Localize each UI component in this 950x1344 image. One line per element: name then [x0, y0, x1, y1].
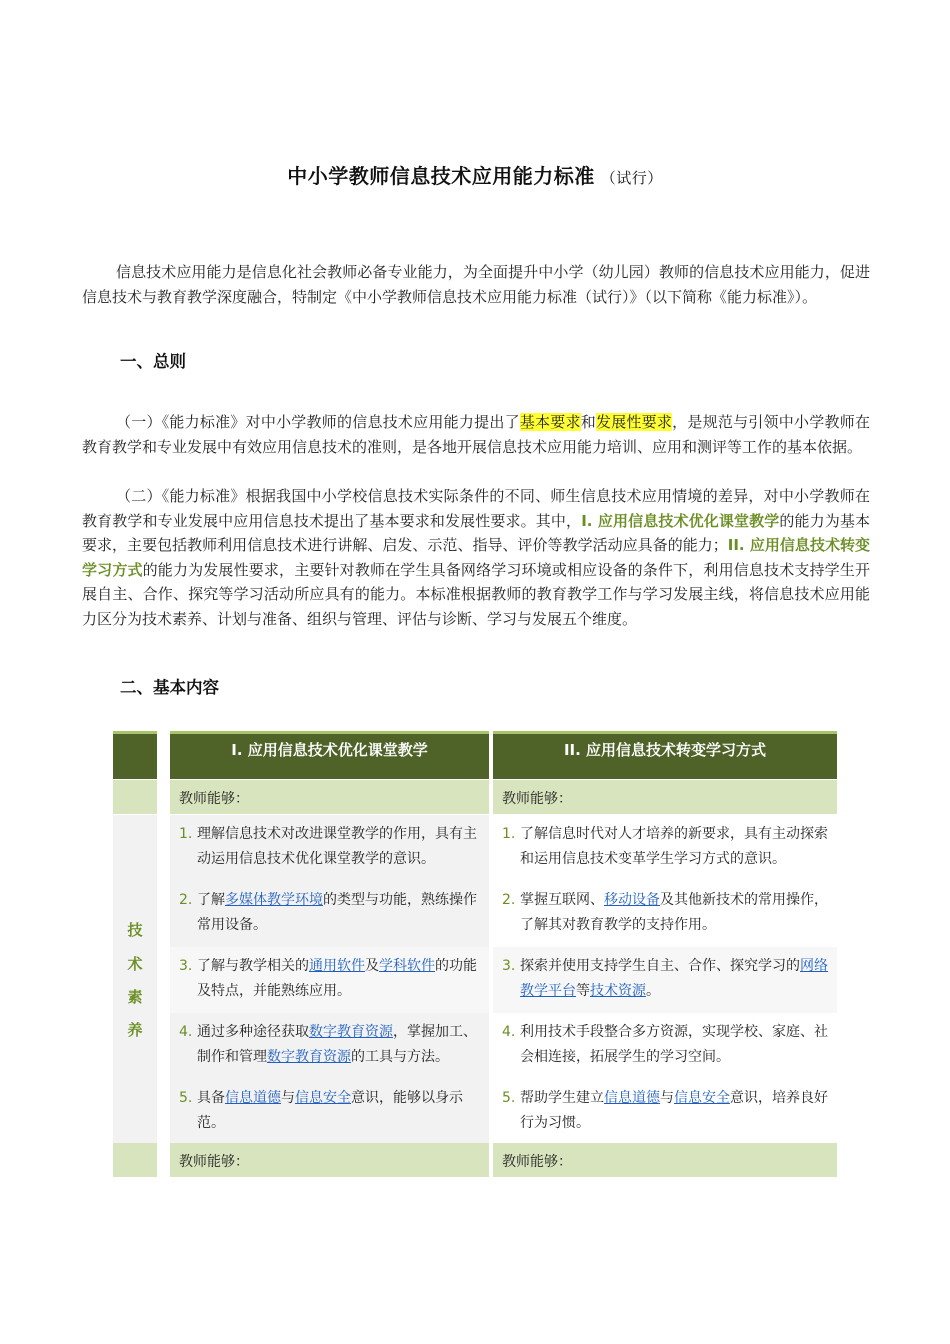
col1-item-3-text-b: 及: [365, 958, 379, 974]
col1-item-2-text-a: 了解: [197, 892, 225, 908]
header-col1-label: I. 应用信息技术优化课堂教学: [231, 741, 428, 759]
col1-item-1-text: 理解信息技术对改进课堂教学的作用，具有主动运用信息技术优化课堂教学的意识。: [197, 826, 477, 867]
side-char-4: 养: [127, 1021, 143, 1039]
link-tech-resources[interactable]: 技术资源: [590, 983, 646, 999]
link-info-ethics-1[interactable]: 信息道德: [225, 1090, 281, 1106]
col1-item-5-text-c: 意识，能够以身示范。: [197, 1090, 463, 1131]
standards-table: [113, 731, 837, 1177]
link-network-platform[interactable]: 网络教学平台: [520, 958, 828, 999]
header-col2: [493, 731, 837, 779]
side-char-3: 素: [127, 988, 143, 1006]
col2-item-3-text-b: 等: [576, 983, 590, 999]
p1-text-a: （一）《能力标准》对中小学教师的信息技术应用能力提出了: [116, 413, 520, 431]
link-info-security-2[interactable]: 信息安全: [674, 1090, 730, 1106]
col2-item-5-text-b: 与: [660, 1090, 674, 1106]
col1-item-4-number: 4.: [179, 1024, 193, 1040]
p2-text-a: （二）《能力标准》根据我国中小学校信息技术实际条件的不同、师生信息技术应用情境的差异，对中小学教师在教育教学和专业发展中应用信息技术提出了基本要求和发展性要求。其中，: [82, 487, 870, 530]
col1-item-1: [170, 815, 489, 881]
title-main: 中小学教师信息技术应用能力标准: [287, 164, 595, 188]
dimension-side-cell: [113, 815, 157, 1145]
col1-item-3-text-c: 的功能及特点，并能熟练应用。: [197, 958, 477, 999]
col2-item-5: [493, 1079, 837, 1145]
subrow-left-cell: [113, 780, 157, 814]
col2-item-5-number: 5.: [502, 1090, 516, 1106]
col2-item-1-number: 1.: [502, 826, 516, 842]
link-general-software[interactable]: 通用软件: [309, 958, 365, 974]
can-label-col2: 教师能够：: [493, 780, 837, 814]
col2-item-2: [493, 881, 837, 947]
term-optimize-classroom: I. 应用信息技术优化课堂教学: [581, 511, 780, 530]
document-title: [0, 160, 950, 189]
section-heading-general: 一、总则: [120, 352, 186, 371]
col1-item-5-number: 5.: [179, 1090, 193, 1106]
col2-item-2-text-a: 掌握互联网、: [520, 892, 604, 908]
col2-item-4-text: 利用技术手段整合多方资源，实现学校、家庭、社会相连接，拓展学生的学习空间。: [520, 1024, 828, 1065]
col1-item-2-text-b: 的类型与功能，熟练操作常用设备。: [197, 892, 477, 933]
highlight-basic-requirement: 基本要求: [519, 413, 581, 431]
intro-paragraph: 信息技术应用能力是信息化社会教师必备专业能力，为全面提升中小学（幼儿园）教师的信息技术应用能力，促进信息技术与教育教学深度融合，特制定《中小学教师信息技术应用能力标准（试行）》（以下简称《能力标准》）。: [82, 263, 870, 306]
p1-text-c: ，是规范与引领中小学教师在教育教学和专业发展中有效应用信息技术的准则，是各地开展信息技术应用能力培训、应用和测评等工作的基本依据。: [82, 413, 870, 456]
side-char-2: 术: [127, 955, 143, 973]
section-heading-content: 二、基本内容: [120, 678, 219, 697]
col1-item-3-number: 3.: [179, 958, 193, 974]
general-paragraph-2: [82, 484, 870, 631]
can-label-bottom-col1: 教师能够：: [170, 1143, 489, 1177]
col2-item-3-number: 3.: [502, 958, 516, 974]
col1-item-4-text-c: 的工具与方法。: [351, 1049, 449, 1065]
can-label-col1: 教师能够：: [170, 780, 489, 814]
p2-text-c: 的能力为发展性要求，主要针对教师在学生具备网络学习环境或相应设备的条件下，利用信息技术支持学生开展自主、合作、探究等学习活动所应具有的能力。本标准根据教师的教育教学工作与学习发展主线，将信息技术应用能力区分为技术素养、计划与准备、组织与管理、评估与诊断、学习与发展五个维度。: [82, 560, 870, 628]
col1-item-5: [170, 1079, 489, 1145]
col1-item-4: [170, 1013, 489, 1079]
col1-item-5-text-a: 具备: [197, 1090, 225, 1106]
col2-item-4: [493, 1013, 837, 1079]
header-col2-label: II. 应用信息技术转变学习方式: [563, 741, 767, 759]
col1-item-4-text-b: ，掌握加工、制作和管理: [197, 1024, 477, 1065]
link-info-ethics-2[interactable]: 信息道德: [604, 1090, 660, 1106]
header-corner-cell: [113, 731, 157, 779]
col2-item-4-number: 4.: [502, 1024, 516, 1040]
general-paragraph-1: [82, 410, 870, 459]
link-info-security-1[interactable]: 信息安全: [295, 1090, 351, 1106]
link-subject-software[interactable]: 学科软件: [379, 958, 435, 974]
col2-item-5-text-c: 意识，培养良好行为习惯。: [520, 1090, 828, 1131]
col1-item-3-text-a: 了解与教学相关的: [197, 958, 309, 974]
subrow-bottom-left-cell: [113, 1143, 157, 1177]
link-mobile-devices[interactable]: 移动设备: [604, 892, 660, 908]
title-sub: （试行）: [600, 169, 663, 187]
side-char-1: 技: [127, 921, 143, 939]
can-label-bottom-col2: 教师能够：: [493, 1143, 837, 1177]
p1-text-b: 和: [580, 413, 596, 431]
highlight-development-requirement: 发展性要求: [595, 413, 673, 431]
col1-item-3: [170, 947, 489, 1013]
header-col1: [170, 731, 489, 779]
link-multimedia-env[interactable]: 多媒体教学环境: [225, 892, 323, 908]
term-transform-learning: II. 应用信息技术转变学习方式: [82, 536, 870, 579]
col2-item-2-number: 2.: [502, 892, 516, 908]
link-digital-resources-2[interactable]: 数字教育资源: [267, 1049, 351, 1065]
col2-item-3-text-c: 。: [646, 983, 660, 999]
col2-item-1: [493, 815, 837, 881]
link-digital-resources-1[interactable]: 数字教育资源: [309, 1024, 393, 1040]
col2-item-3-text-a: 探索并使用支持学生自主、合作、探究学习的: [520, 958, 800, 974]
col1-item-4-text-a: 通过多种途径获取: [197, 1024, 309, 1040]
col1-item-2-number: 2.: [179, 892, 193, 908]
col2-item-2-text-b: 及其他新技术的常用操作，了解其对教育教学的支持作用。: [520, 892, 828, 933]
p2-text-b: 的能力为基本要求，主要包括教师利用信息技术进行讲解、启发、示范、指导、评价等教学活动应具备的能力；: [82, 511, 870, 554]
col1-item-5-text-b: 与: [281, 1090, 295, 1106]
col2-item-3: [493, 947, 837, 1013]
col2-item-5-text-a: 帮助学生建立: [520, 1090, 604, 1106]
col1-item-2: [170, 881, 489, 947]
col2-item-1-text: 了解信息时代对人才培养的新要求，具有主动探索和运用信息技术变革学生学习方式的意识。: [520, 826, 828, 867]
col1-item-1-number: 1.: [179, 826, 193, 842]
